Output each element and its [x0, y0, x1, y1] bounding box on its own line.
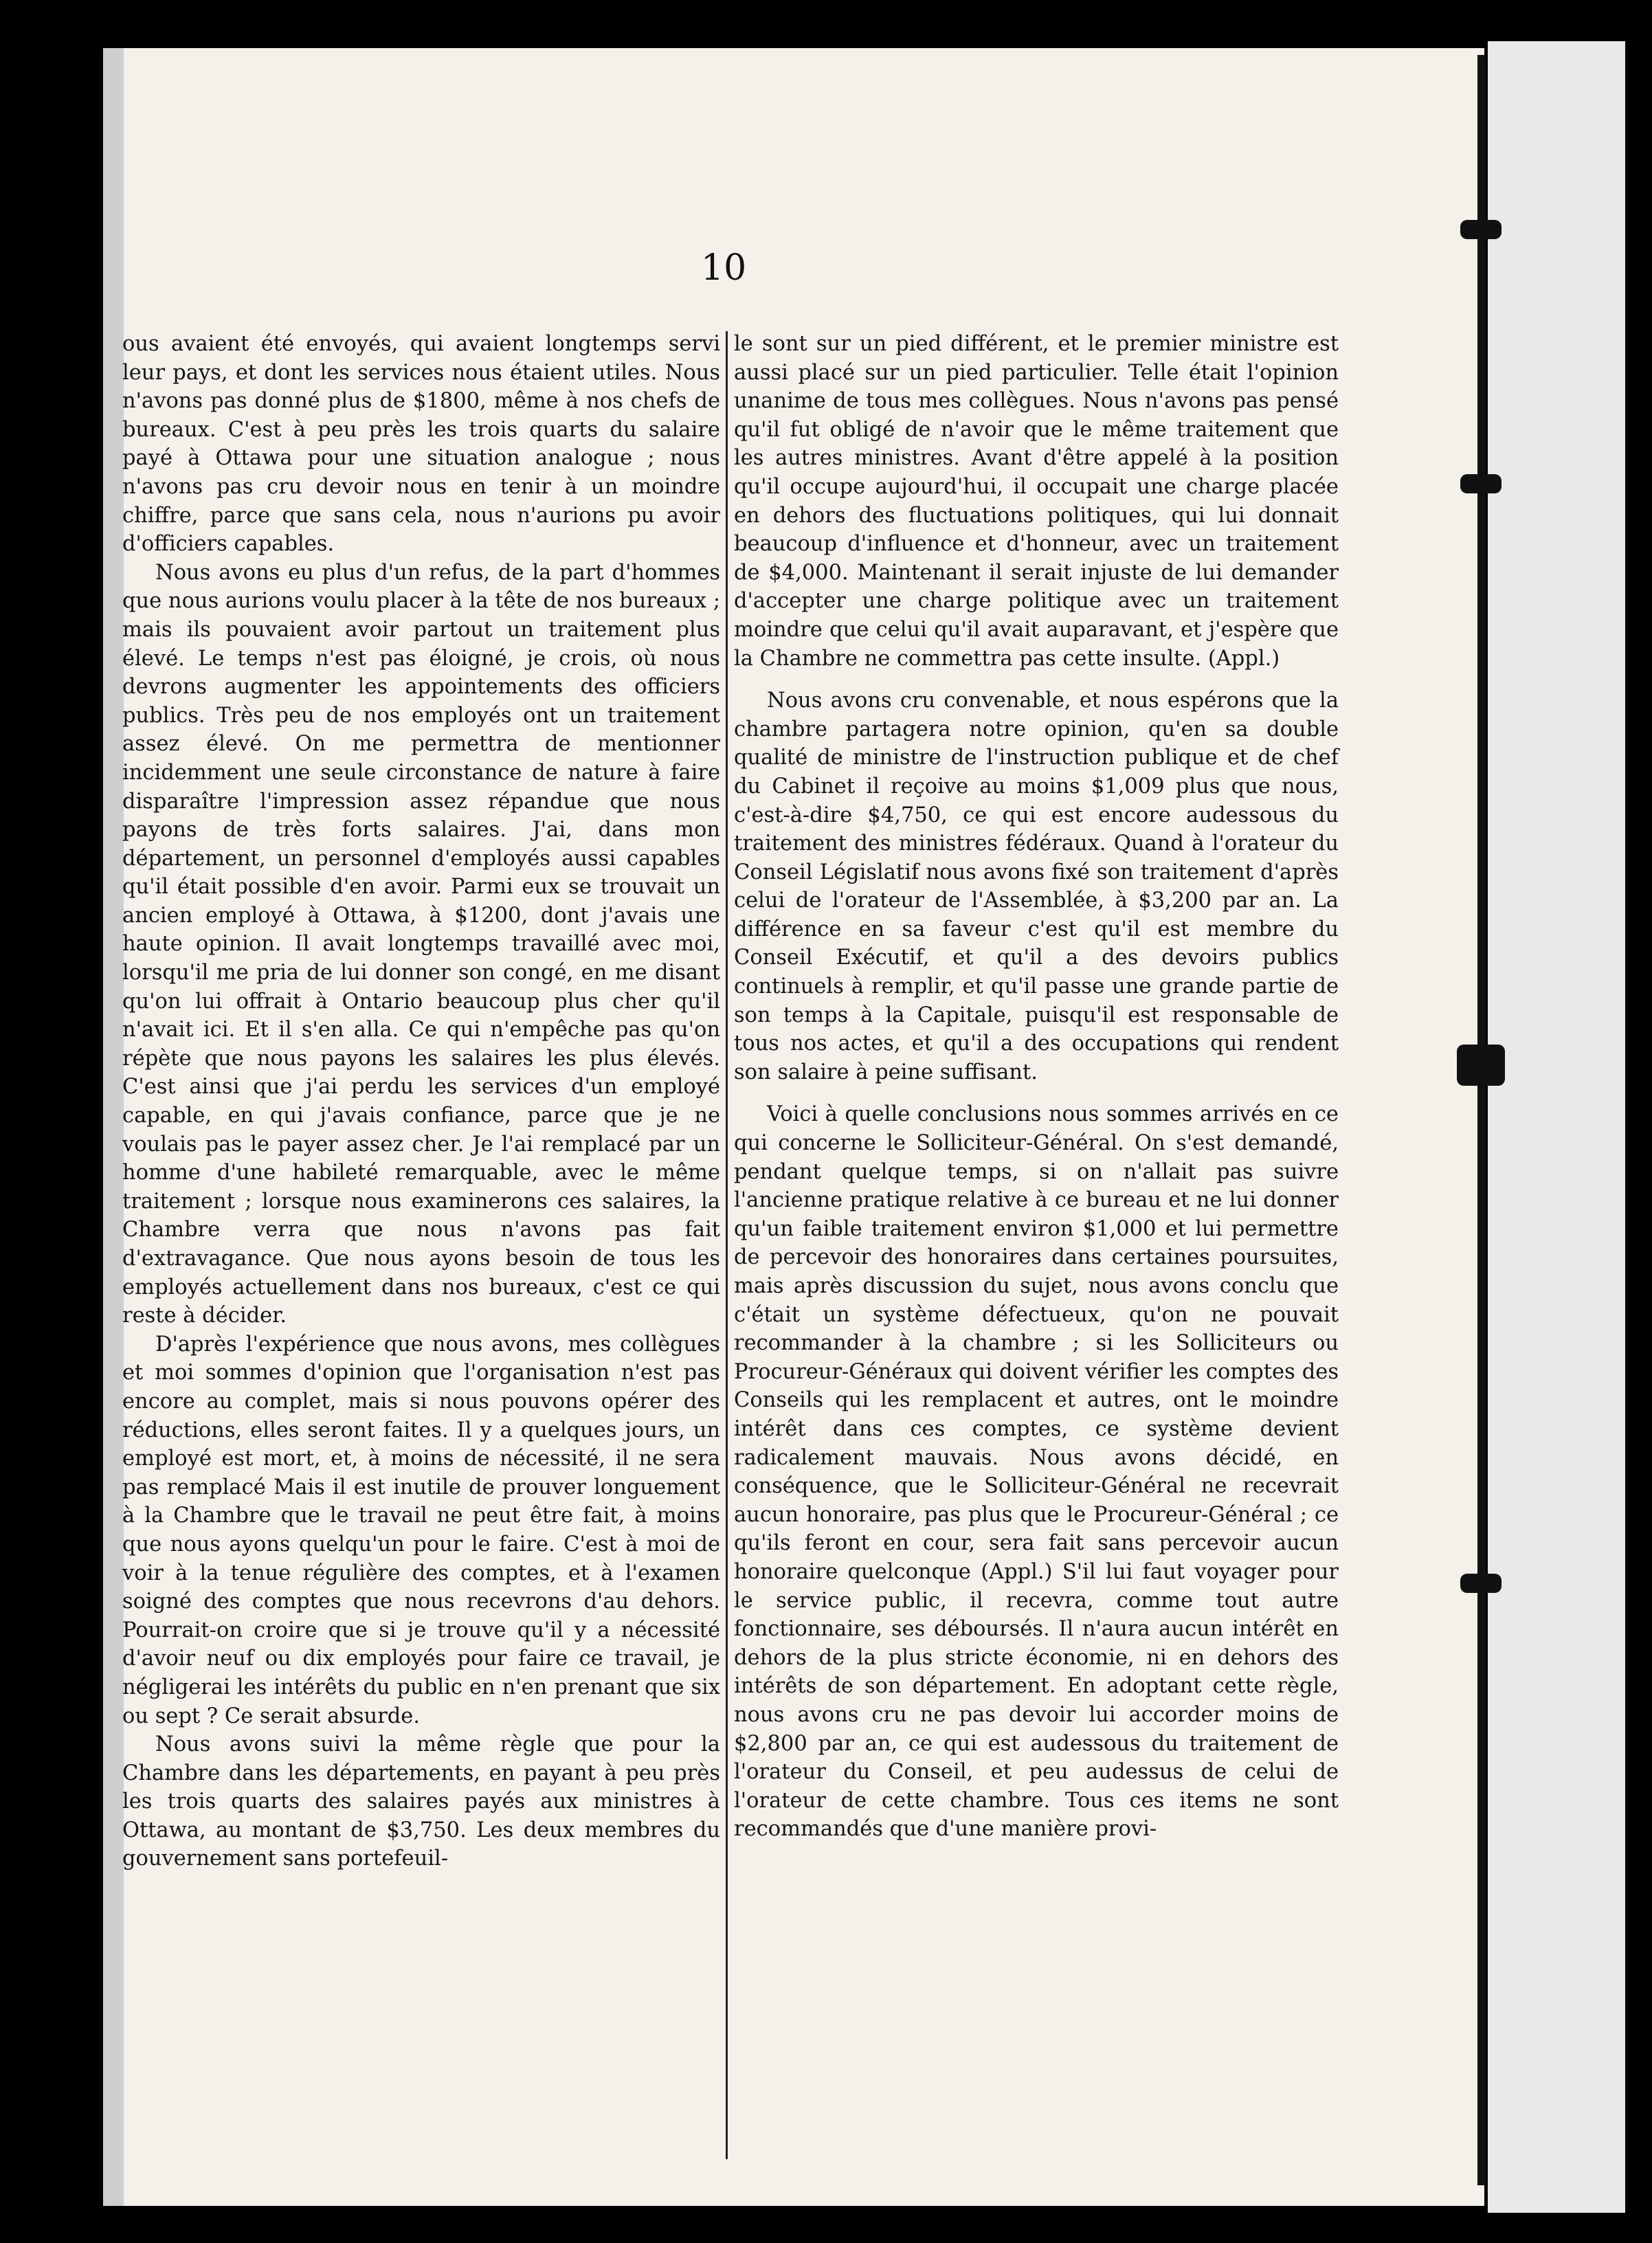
paragraph: Nous avons suivi la même règle que pour la Chambre dans les départements, en payant à peu près les trois quarts des salaires payés aux ministres à Ottawa, au montant de $3,750. Les deux membres du gouvernement sans portefeuil-	[122, 1732, 720, 1871]
binding-knot	[1460, 474, 1502, 493]
binding-knot	[1457, 1045, 1505, 1086]
previous-page-edge	[103, 48, 124, 2206]
paragraph: ous avaient été envoyés, qui avaient longtemps servi leur pays, et dont les services nous étaient utiles. Nous n'avons pas donné plus de $1800, même à nos chefs de bureaux. C'est à peu près les trois quarts du salaire payé à Ottawa pour une situation analogue ; nous n'avons pas cru devoir nous en tenir à un moindre chiffre, parce que sans cela, nous n'aurions pu avoir d'officiers capables.	[122, 332, 720, 557]
paragraph: D'après l'expérience que nous avons, mes collègues et moi sommes d'opinion que l'organisation n'est pas encore au complet, mais si nous pouvons opérer des réductions, elles seront faites. Il y a quelques jours, un employé est mort, et, à moins de nécessité, il ne sera pas remplacé Mais il est inutile de prouver longuement à la Chambre que le travail ne peut être fait, à moins que nous ayons quelqu'un pour le faire. C'est à moi de voir à la tenue régulière des comptes, et à l'examen soigné des comptes que nous recevrons d'au dehors. Pourrait-on croire que si je trouve qu'il y a nécessité d'avoir neuf ou dix employés pour faire ce travail, je négligerai les intérêts du public en n'en prenant que six ou sept ? Ce serait absurde.	[122, 1332, 720, 1728]
paragraph: Voici à quelle conclusions nous sommes arrivés en ce qui concerne le Solliciteur-Général. On s'est demandé, pendant quelque temps, si on n'allait pas suivre l'ancienne pratique relative à ce bureau et ne lui donner qu'un faible traitement environ $1,000 et lui permettre de percevoir des honoraires dans certaines poursuites, mais après discussion du sujet, nous avons conclu que c'était un système défectueux, qu'on ne pouvait recommander à la chambre ; si les Solliciteurs ou Procureur-Généraux qui doivent vérifier les comptes des Conseils qui les remplacent et autres, ont le moindre intérêt dans ces comptes, ce système devient radicalement mauvais. Nous avons décidé, en conséquence, que le Solliciteur-Général ne recevrait aucun honoraire, pas plus que le Procureur-Général ; ce qu'ils feront en cour, sera fait sans percevoir aucun honoraire quelconque (Appl.) S'il lui faut voyager pour le service public, il recevra, comme tout autre fonctionnaire, ses déboursés. Il n'aura aucun intérêt en dehors de la plus stricte économie, ni en dehors des intérêts de son département. En adoptant cette règle, nous avons cru ne pas devoir lui accorder moins de $2,800 par an, ce qui est audessous du traitement de l'orateur du Conseil, et peu audessus de celui de l'orateur de cette chambre. Tous ces items ne sont recommandés que d'une manière provi-	[734, 1102, 1339, 1842]
left-column	[122, 330, 720, 1873]
binding-knot	[1460, 1574, 1502, 1593]
column-divider	[726, 331, 728, 2159]
right-column	[734, 330, 1339, 1844]
binding-knot	[1460, 220, 1502, 239]
paragraph: Nous avons eu plus d'un refus, de la part d'hommes que nous aurions voulu placer à la tête de nos bureaux ; mais ils pouvaient avoir partout un traitement plus élevé. Le temps n'est pas éloigné, je crois, où nous devrons augmenter les appointements des officiers publics. Très peu de nos employés ont un traitement assez élevé. On me permettra de mentionner incidemment une seule circonstance de nature à faire disparaître l'impression assez répandue que nous payons de très forts salaires. J'ai, dans mon département, un personnel d'employés aussi capables qu'il était possible d'en avoir. Parmi eux se trouvait un ancien employé à Ottawa, à $1200, dont j'avais une haute opinion. Il avait longtemps travaillé avec moi, lorsqu'il me pria de lui donner son congé, en me disant qu'on lui offrait à Ontario beaucoup plus cher qu'il n'avait ici. Et il s'en alla. Ce qui n'empêche pas qu'on répète que nous payons les salaires les plus élevés. C'est ainsi que j'ai perdu les services d'un employé capable, en qui j'avais confiance, parce que je ne voulais pas le payer assez cher. Je l'ai remplacé par un homme d'une habileté remarquable, avec le même traitement ; lorsque nous examinerons ces salaires, la Chambre verra que nous n'avons pas fait d'extravagance. Que nous ayons besoin de tous les employés actuellement dans nos bureaux, c'est ce qui reste à décider.	[122, 560, 720, 1328]
page-number: 10	[701, 247, 747, 289]
paragraph: Nous avons cru convenable, et nous espérons que la chambre partagera notre opinion, qu'en sa double qualité de ministre de l'instruction publique et de chef du Cabinet il reçoive au moins $1,009 plus que nous, c'est-à-dire $4,750, ce qui est encore audessous du traitement des ministres fédéraux. Quand à l'orateur du Conseil Législatif nous avons fixé son traitement d'après celui de l'orateur de l'Assemblée, à $3,200 par an. La différence en sa faveur c'est qu'il est membre du Conseil Exécutif, et qu'il a des devoirs publics continuels à remplir, et qu'il passe une grande partie de son temps à la Capitale, puisqu'il est responsable de tous nos actes, et qu'il a des occupations qui rendent son salaire à peine suffisant.	[734, 689, 1339, 1084]
paragraph: le sont sur un pied différent, et le premier ministre est aussi placé sur un pied particulier. Telle était l'opinion unanime de tous mes collègues. Nous n'avons pas pensé qu'il fut obligé de n'avoir que le même traitement que les autres ministres. Avant d'être appelé à la position qu'il occupe aujourd'hui, il occupait une charge placée en dehors des fluctuations politiques, qui lui donnait beaucoup d'influence et d'honneur, avec un traitement de $4,000. Maintenant il serait injuste de lui demander d'accepter une charge politique avec un traitement moindre que celui qu'il avait auparavant, et j'espère que la Chambre ne commettra pas cette insulte. (Appl.)	[734, 332, 1339, 671]
binding-thread	[1477, 55, 1486, 2185]
next-page-edge	[1488, 41, 1625, 2213]
